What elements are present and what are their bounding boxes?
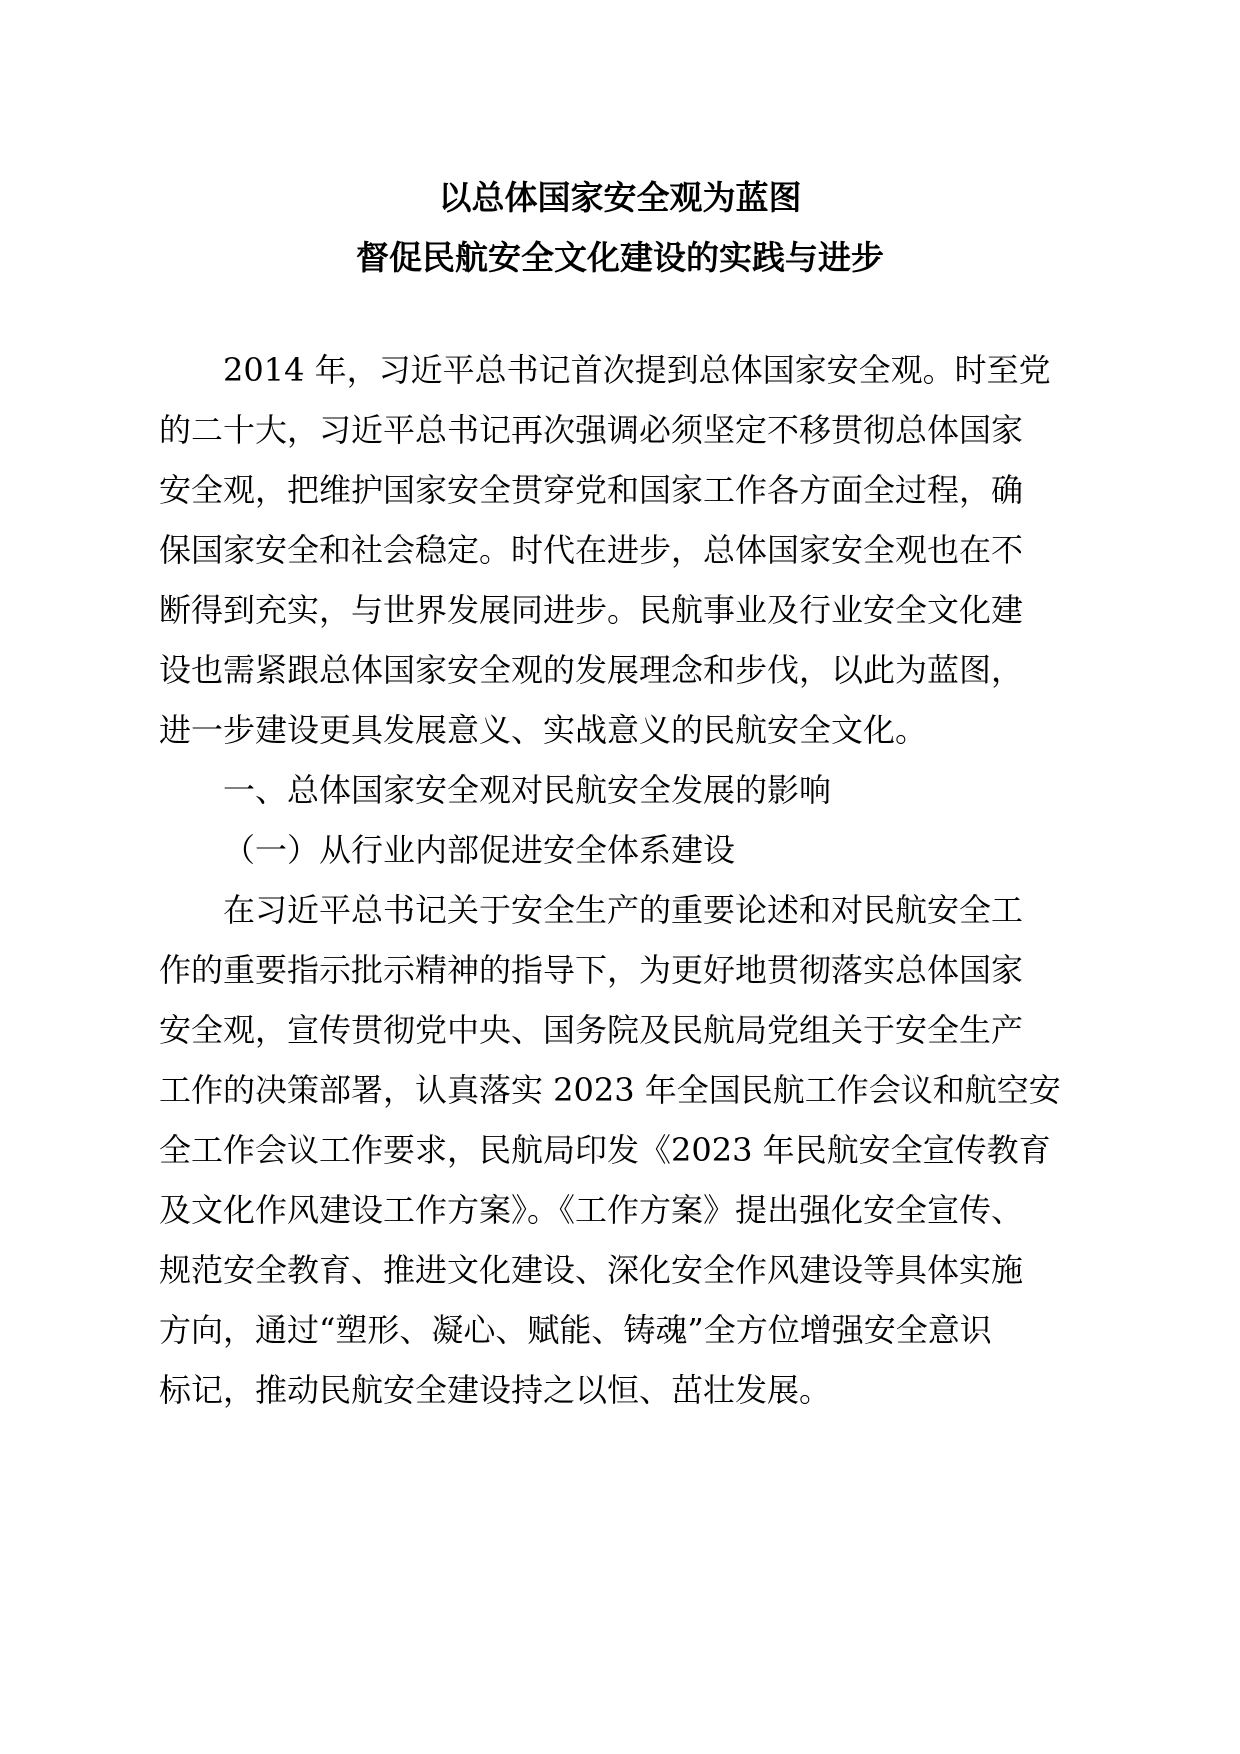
body-line: 标记，推动民航安全建设持之以恒、茁壮发展。 [159, 1371, 832, 1409]
section-heading: 一、总体国家安全观对民航安全发展的影响 [223, 771, 832, 809]
subsection-heading: （一）从行业内部促进安全体系建设 [223, 831, 736, 869]
body-line: 的二十大，习近平总书记再次强调必须坚定不移贯彻总体国家 [159, 411, 1024, 449]
body-line: 设也需紧跟总体国家安全观的发展理念和步伐，以此为蓝图， [159, 651, 1024, 689]
body-line: 全工作会议工作要求，民航局印发《2023 年民航安全宣传教育 [159, 1131, 1051, 1169]
title-line-1: 以总体国家安全观为蓝图 [438, 178, 802, 217]
body-line: 及文化作风建设工作方案》。《工作方案》提出强化安全宣传、 [159, 1191, 1024, 1229]
body-line: 方向，通过“塑形、凝心、赋能、铸魂”全方位增强安全意识 [159, 1311, 992, 1349]
body-line: 作的重要指示批示精神的指导下，为更好地贯彻落实总体国家 [159, 951, 1024, 989]
body-line: 在习近平总书记关于安全生产的重要论述和对民航安全工 [223, 891, 1024, 929]
body-line: 断得到充实，与世界发展同进步。民航事业及行业安全文化建 [159, 591, 1024, 629]
body-line: 工作的决策部署，认真落实 2023 年全国民航工作会议和航空安 [159, 1071, 1061, 1109]
body-line: 规范安全教育、推进文化建设、深化安全作风建设等具体实施 [159, 1251, 1024, 1289]
body-line: 2014 年，习近平总书记首次提到总体国家安全观。时至党 [223, 351, 1051, 389]
body-line: 安全观，把维护国家安全贯穿党和国家工作各方面全过程，确 [159, 471, 1024, 509]
body-line: 安全观，宣传贯彻党中央、国务院及民航局党组关于安全生产 [159, 1011, 1024, 1049]
title-line-2: 督促民航安全文化建设的实践与进步 [356, 238, 884, 277]
body-line: 进一步建设更具发展意义、实战意义的民航安全文化。 [159, 711, 928, 749]
body-line: 保国家安全和社会稳定。时代在进步，总体国家安全观也在不 [159, 531, 1024, 569]
